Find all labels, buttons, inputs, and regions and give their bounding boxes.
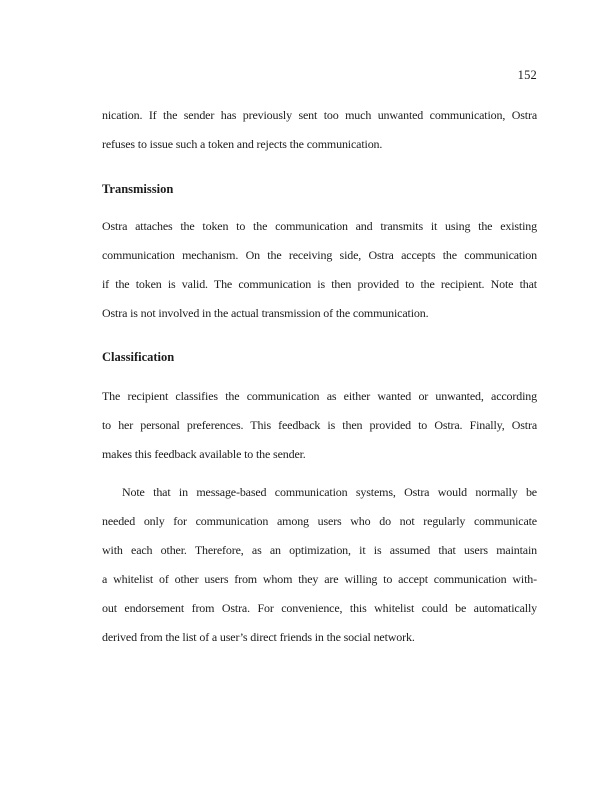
text-line: to her personal preferences. This feedback is then provided to Ostra. Finally, Ostra bbox=[102, 418, 537, 432]
text-line: derived from the list of a user’s direct friends in the social network. bbox=[102, 630, 415, 644]
section-heading-transmission: Transmission bbox=[102, 182, 174, 196]
text-line: Note that in message-based communication systems, Ostra would normally be bbox=[122, 485, 537, 499]
page-number: 152 bbox=[517, 68, 537, 82]
text-line: communication mechanism. On the receiving side, Ostra accepts the communication bbox=[102, 248, 537, 262]
text-line: needed only for communication among users who do not regularly communicate bbox=[102, 514, 537, 528]
text-line: a whitelist of other users from whom they are willing to accept communication with- bbox=[102, 572, 537, 586]
paragraph bbox=[102, 478, 537, 652]
text-line: Ostra attaches the token to the communication and transmits it using the existing bbox=[102, 219, 537, 233]
text-line: makes this feedback available to the sender. bbox=[102, 447, 306, 461]
text-line: out endorsement from Ostra. For convenience, this whitelist could be automatically bbox=[102, 601, 537, 615]
text-line: The recipient classifies the communication as either wanted or unwanted, according bbox=[102, 389, 537, 403]
text-line: Ostra is not involved in the actual transmission of the communication. bbox=[102, 306, 429, 320]
text-line: if the token is valid. The communication is then provided to the recipient. Note that bbox=[102, 277, 537, 291]
section-heading-classification: Classification bbox=[102, 350, 175, 364]
page-body bbox=[102, 0, 537, 652]
paragraph bbox=[102, 382, 537, 469]
text-line: with each other. Therefore, as an optimization, it is assumed that users maintain bbox=[102, 543, 537, 557]
paragraph bbox=[102, 212, 537, 328]
text-line: refuses to issue such a token and rejects the communication. bbox=[102, 137, 383, 151]
paragraph bbox=[102, 101, 537, 159]
text-line: nication. If the sender has previously sent too much unwanted communication, Ostra bbox=[102, 108, 537, 122]
